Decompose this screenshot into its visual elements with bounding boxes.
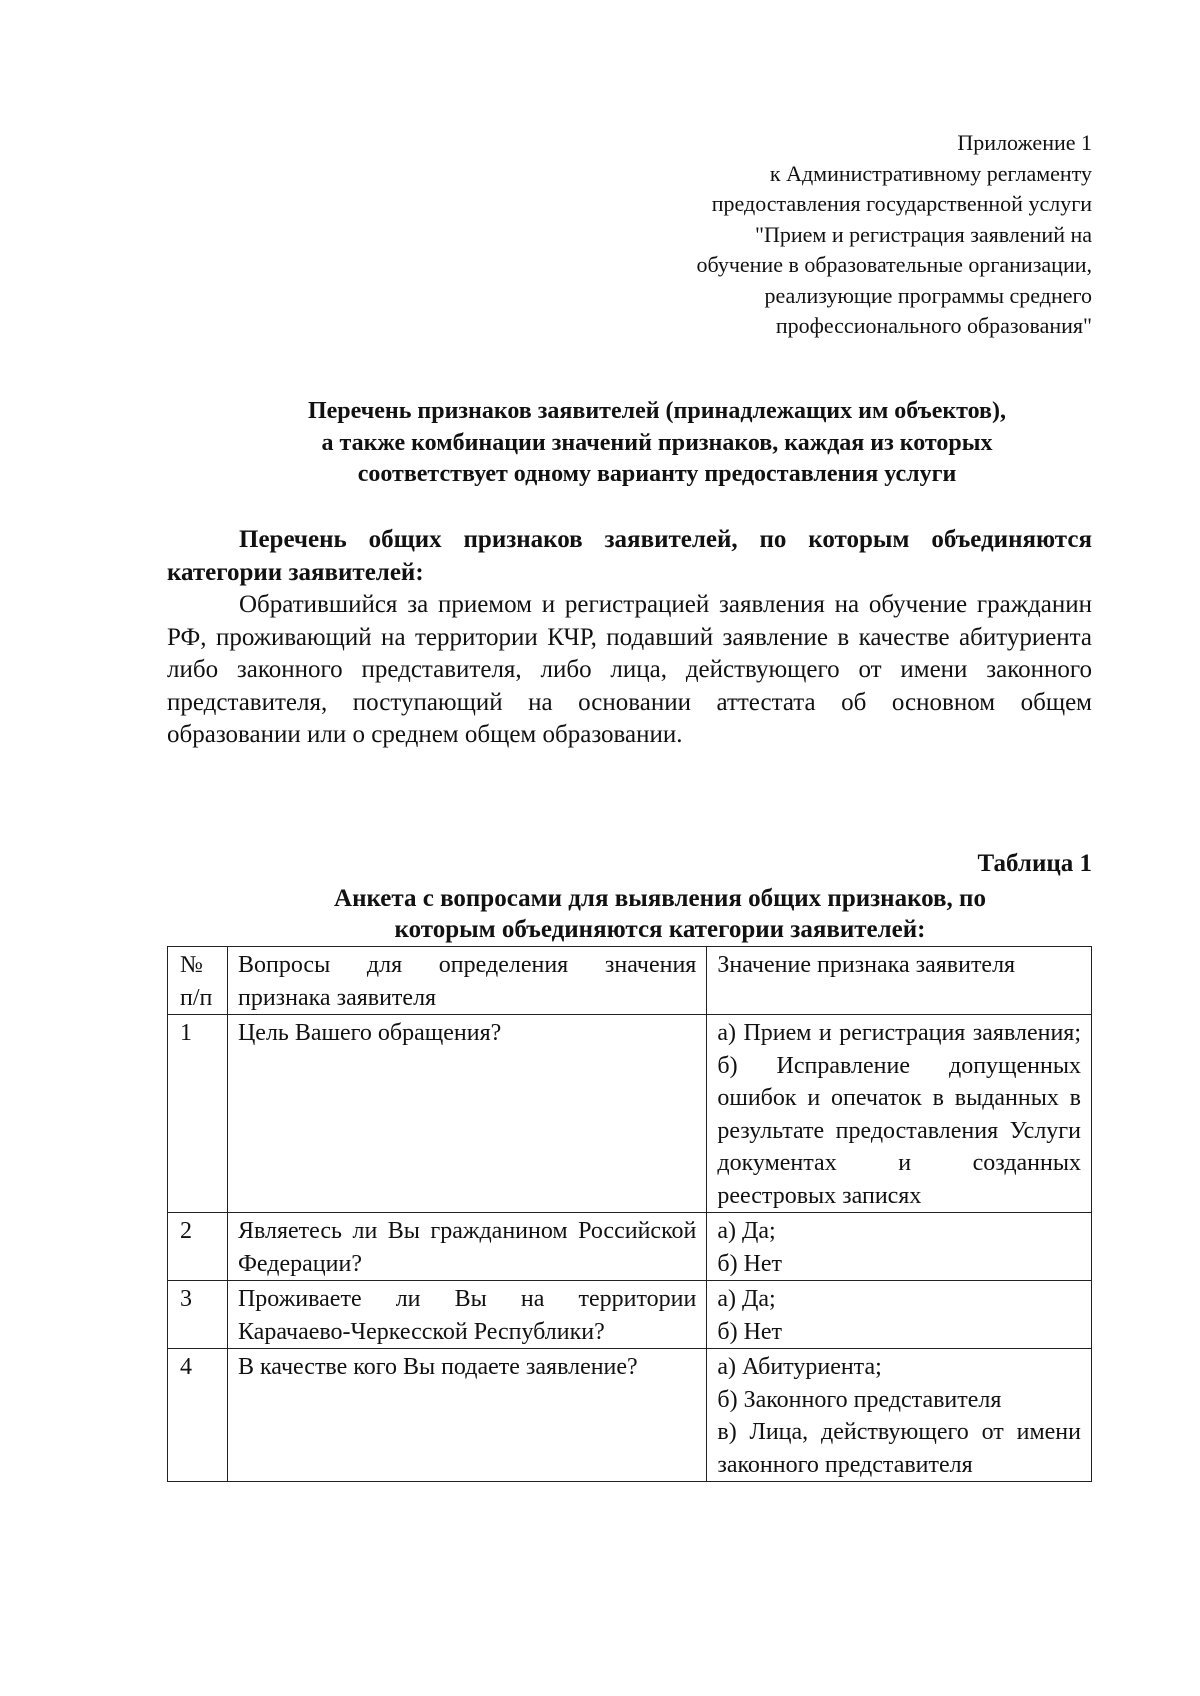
table-header-row (168, 947, 1092, 1015)
answer-item: а) Прием и регистрация заявления; (717, 1020, 1081, 1046)
appendix-line: "Прием и регистрация заявлений на (754, 221, 1092, 247)
row-question: Проживаете ли Вы на территории Карачаево-Черкесской Республики? (227, 1281, 706, 1349)
header-num: № п/п (168, 947, 228, 1015)
appendix-block (696, 128, 1092, 342)
answer-item: а) Да; (717, 1286, 776, 1312)
questionnaire-table (167, 946, 1092, 1482)
row-num: 3 (168, 1281, 228, 1349)
row-question: Цель Вашего обращения? (227, 1015, 706, 1213)
title-line: соответствует одному варианту предоставления услуги (357, 461, 957, 487)
answer-item: в) Лица, действующего от имени законного представителя (717, 1419, 1081, 1478)
common-features-section (167, 524, 1092, 752)
row-answers (707, 1015, 1092, 1213)
section-heading: Перечень общих признаков заявителей, по которым объединяются категории заявителей: (167, 526, 1092, 586)
table-number: Таблица 1 (977, 850, 1092, 877)
row-num: 2 (168, 1213, 228, 1281)
row-answers (707, 1349, 1092, 1482)
section-paragraph: Обратившийся за приемом и регистрацией заявления на обучение гражданин РФ, проживающий на территории КЧР, подавший заявление в качестве абитуриента либо законного представителя, либо лица, действующего от имени законного представителя, поступающий на основании аттестата об основном общем образовании или о среднем общем образовании. (167, 591, 1092, 748)
row-answers (707, 1213, 1092, 1281)
answer-item: а) Да; (717, 1218, 776, 1244)
appendix-line: предоставления государственной услуги (711, 191, 1092, 216)
row-question: Являетесь ли Вы гражданином Российской Федерации? (227, 1213, 706, 1281)
answer-item: б) Нет (717, 1250, 783, 1277)
appendix-line: Приложение 1 (957, 130, 1092, 155)
appendix-line: обучение в образовательные организации, (696, 252, 1092, 277)
caption-line: которым объединяются категории заявителей: (394, 916, 926, 943)
title-line: а также комбинации значений признаков, каждая из которых (321, 429, 993, 456)
row-question: В качестве кого Вы подаете заявление? (227, 1349, 706, 1482)
answer-item: б) Нет (717, 1318, 783, 1345)
table-caption (0, 883, 1200, 945)
answer-item: б) Исправление допущенных ошибок и опечаток в выданных в результате предоставления Услуги документах и созданных реестровых записях (717, 1052, 1081, 1209)
appendix-line: реализующие программы среднего (764, 282, 1092, 308)
appendix-line: к Административному регламенту (769, 160, 1092, 186)
table-row (168, 1213, 1092, 1281)
answer-item: б) Законного представителя (717, 1386, 1002, 1413)
table-row (168, 1349, 1092, 1482)
answer-item: а) Абитуриента; (717, 1354, 882, 1380)
caption-line: Анкета с вопросами для выявления общих признаков, по (334, 885, 986, 912)
header-value: Значение признака заявителя (707, 947, 1092, 1015)
appendix-line: профессионального образования" (775, 313, 1092, 338)
title-line: Перечень признаков заявителей (принадлежащих им объектов), (307, 398, 1007, 424)
table-row (168, 1015, 1092, 1213)
row-answers (707, 1281, 1092, 1349)
row-num: 4 (168, 1349, 228, 1482)
row-num: 1 (168, 1015, 228, 1213)
header-question: Вопросы для определения значения признака заявителя (227, 947, 706, 1015)
table-row (168, 1281, 1092, 1349)
document-title (0, 396, 1200, 491)
